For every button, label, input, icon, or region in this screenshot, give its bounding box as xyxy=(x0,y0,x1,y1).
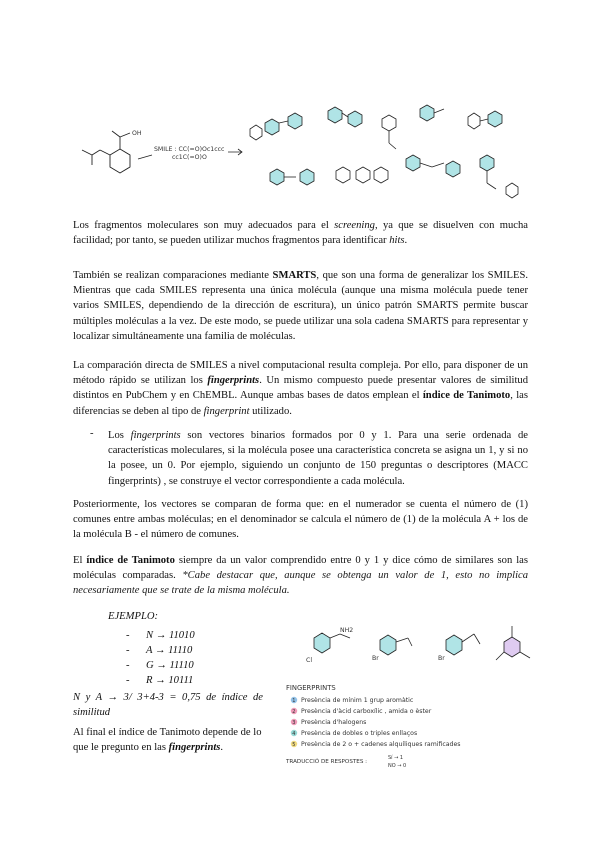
final-text-b: . xyxy=(220,742,224,754)
fp-items xyxy=(291,696,461,748)
fp-label-br-2: Br xyxy=(438,655,445,662)
molecule-sketch xyxy=(60,95,540,215)
fp-label-br: Br xyxy=(372,655,379,662)
p1-text-c: . xyxy=(404,235,408,247)
p3-tanimoto: índice de Tanimoto xyxy=(422,390,511,402)
fp-label-cl: Cl xyxy=(306,657,313,664)
bullet-text-b: son vectores binarios formados por 0 y 1. Para una serie ordenada de características moleculares, si la molécula posee una característica concreta se asigna un 1, y si no la posee, un 0. Por ejemplo, siguiendo un conjunto de 150 preguntas o descriptores (MACC fingerprints) , se construye el vector correspondiente a cada molécula. xyxy=(108,430,528,487)
p3-text-a: La comparación directa de SMILES a nivel computacional resulta compleja. Por ello, para disponer de un método rápido se utilizan los xyxy=(73,360,528,387)
fp-footer: TRADUCCIÓ DE RESPOSTES : xyxy=(286,759,368,765)
p3-text-b: . Un mismo compuesto puede presentar valores de similitud distintos en PubChem y en ChEMBL. Aunque ambas bases de datos emplean el xyxy=(73,375,529,402)
p5-note: *Cabe destacar que, aunque se obtenga un valor de 1, esto no implica necesariamente que se trate de la misma molécula. xyxy=(73,570,529,597)
fp-label-nh2: NH2 xyxy=(340,627,354,634)
example-item: - N → 11010 xyxy=(126,630,195,641)
final-text-a: Al final el índice de Tanimoto depende de lo que le pregunto en las xyxy=(73,727,262,754)
fingerprints-note-svg xyxy=(280,620,540,770)
example-title: EJEMPLO: xyxy=(108,611,159,622)
svg-text:4: 4 xyxy=(292,731,296,737)
paragraph-final xyxy=(73,725,263,755)
bullet-paragraph xyxy=(108,428,528,489)
fp-title: FINGERPRINTS xyxy=(286,684,336,692)
p5-text-b: siempre da un valor comprendido entre 0 y 1 y dice cómo de similares son las moléculas comparadas. xyxy=(73,555,528,582)
p1-text-a: Los fragmentos moleculares son muy adecuados para el xyxy=(73,220,335,231)
svg-text:1: 1 xyxy=(292,698,296,704)
fp-item-3: Presència d'halogens xyxy=(301,719,367,726)
paragraph-fingerprints xyxy=(73,358,528,419)
p3-text-d: utilizado. xyxy=(249,405,292,417)
paragraph-tanimoto xyxy=(73,553,528,599)
molecule-row-2 xyxy=(270,155,518,198)
p3-fingerprints: fingerprints xyxy=(207,375,260,387)
molecule-row-1 xyxy=(250,105,502,149)
fp-yes: Sí → 1 xyxy=(388,755,404,761)
svg-text:2: 2 xyxy=(292,709,296,715)
svg-text:5: 5 xyxy=(292,742,296,748)
p1-text-b: , ya que se disuelven con mucha facilidad; por tanto, se pueden utilizar muchos fragmentos para identificar xyxy=(73,220,528,247)
bullet-dash: - xyxy=(90,428,94,439)
example-item: - G → 11110 xyxy=(126,660,194,671)
p2-smarts: SMARTS xyxy=(272,270,317,281)
fp-item-4: Presència de dobles o triples enllaços xyxy=(301,730,418,737)
p2-text-b: , que son una forma de generalizar los SMILES. Mientras que cada SMILES representa una única molécula (aunque una misma molécula puede tener varios SMILES, dependiendo de la dirección de escritura), un único patrón SMARTS permite buscar múltiples moléculas a la vez. De este modo, se puede utilizar una sola cadena SMARTS para representar y localizar simultáneamente una familia de moléculas. xyxy=(73,270,528,342)
aspirin-molecule xyxy=(82,131,130,173)
paragraph-vectors: Posteriormente, los vectores se comparan de forma que: en el numerador se cuenta el número de (1) comunes entre ambas moléculas; en el denominador se calcula el número de (1) de la molécula A + los de la molécula B - el número de comunes. xyxy=(73,499,528,541)
example-result: N y A → 3/ 3+4-3 = 0,75 de índice de similitud xyxy=(73,692,263,719)
fp-item-5: Presència de 2 o + cadenes alquíliques ramificades xyxy=(301,741,461,748)
example-item: - R → 10111 xyxy=(126,675,194,686)
smiles-label: SMILE : CC(=O)Oc1ccc xyxy=(154,146,225,153)
p3-fingerprint: fingerprint xyxy=(203,405,250,417)
bullet-text-a: Los xyxy=(108,430,131,441)
p5-text-a: El xyxy=(73,555,87,566)
p3-text-c: , las diferencias se deben al tipo de xyxy=(73,390,528,417)
fp-item-2: Presència d'àcid carboxílic , amida o èster xyxy=(301,708,432,715)
fingerprints-note xyxy=(280,620,540,770)
paragraph-fragments xyxy=(73,218,528,248)
smiles-label-2: cc1C(=O)O xyxy=(172,154,207,161)
oh-label: OH xyxy=(132,130,142,137)
fp-item-1: Presència de mínim 1 grup aromàtic xyxy=(301,697,414,704)
p5-tanimoto: índice de Tanimoto xyxy=(86,555,175,566)
svg-text:3: 3 xyxy=(292,720,296,726)
fp-no: NO → 0 xyxy=(388,763,407,769)
p1-screening: screening xyxy=(334,220,375,231)
paragraph-smarts xyxy=(73,268,528,344)
p2-text-a: También se realizan comparaciones mediante xyxy=(73,270,273,281)
bullet-fingerprints: fingerprints xyxy=(130,430,181,441)
p1-hits: hits xyxy=(389,235,405,247)
example-item: - A → 11110 xyxy=(126,645,193,656)
final-fingerprints: fingerprints xyxy=(168,742,221,754)
molecule-sketch-svg xyxy=(60,95,540,215)
